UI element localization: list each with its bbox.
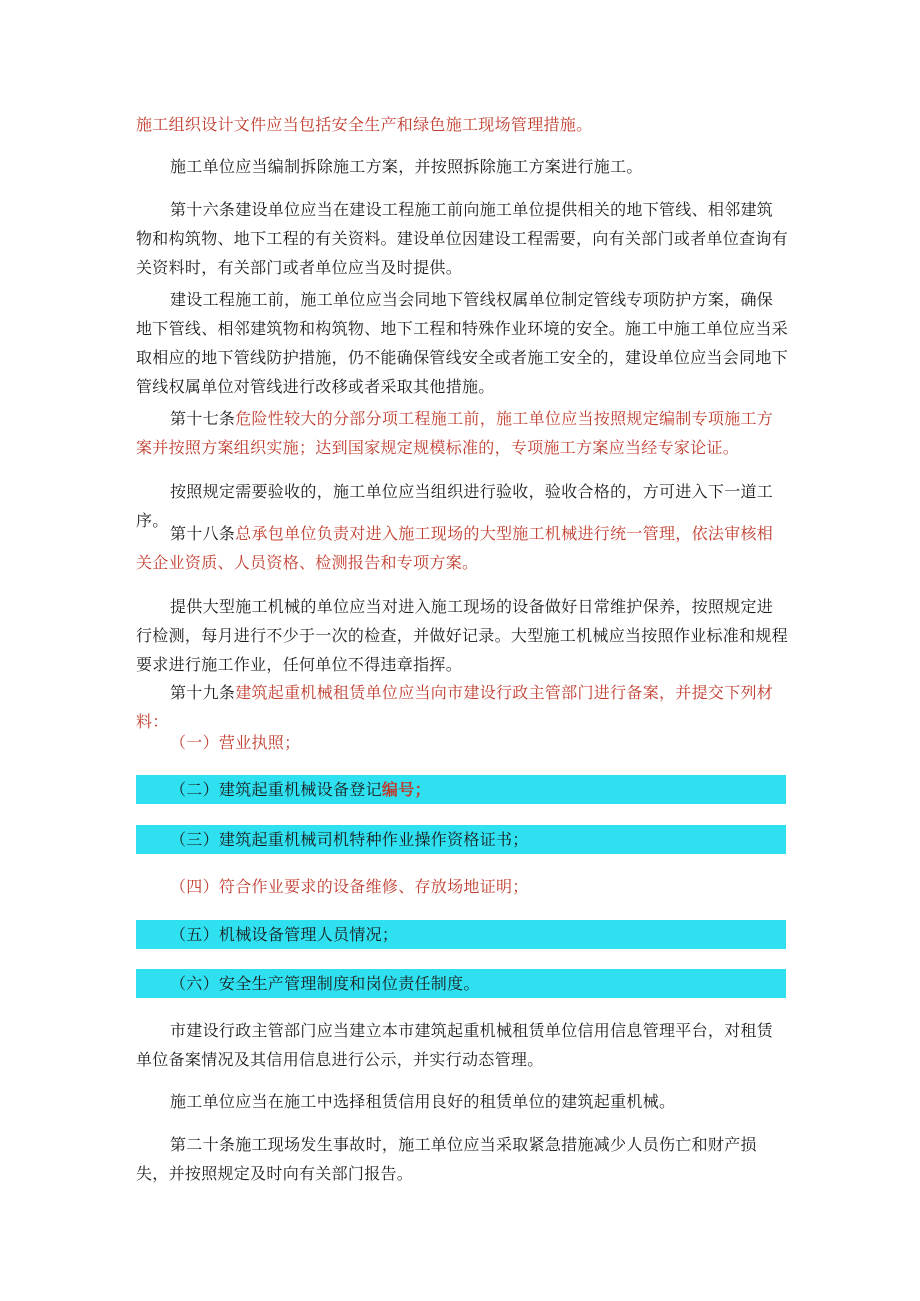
paragraph-credit-platform: 市建设行政主管部门应当建立本市建筑起重机械租赁单位信用信息管理平台，对租赁单位备案情况及其信用信息进行公示，并实行动态管理。: [136, 1021, 774, 1069]
article-17-body: 危险性较大的分部分项工程施工前，施工单位应当按照规定编制专项施工方案并按照方案组织实施；达到国家规定规模标准的，专项施工方案应当经专家论证。: [136, 409, 774, 457]
list-item-site-certificate: （四）符合作业要求的设备维修、存放场地证明；: [170, 877, 529, 896]
list-item-safety-system: （六）安全生产管理制度和岗位责任制度。: [170, 974, 480, 993]
paragraph-select-lessor: 施工单位应当在施工中选择租赁信用良好的租赁单位的建筑起重机械。: [170, 1092, 676, 1111]
article-19-body: 建筑起重机械租赁单位应当向市建设行政主管部门进行备案，并提交下列材料：: [136, 683, 774, 731]
article-17-lead: 第十七条: [170, 409, 236, 428]
paragraph-article-18: [136, 519, 788, 577]
article-18-lead: 第十八条: [170, 524, 236, 543]
list-item-business-license: （一）营业执照；: [170, 733, 301, 752]
paragraph-article-16: 第十六条建设单位应当在建设工程施工前向施工单位提供相关的地下管线、相邻建筑物和构筑物、地下工程的有关资料。建设单位因建设工程需要，向有关部门或者单位查询有关资料时，有关部门或者单位应当及时提供。: [136, 200, 789, 277]
paragraph-article-17: [136, 404, 788, 462]
list-item-registration: [170, 775, 431, 804]
paragraph-article-20: 第二十条施工现场发生事故时，施工单位应当采取紧急措施减少人员伤亡和财产损失，并按照规定及时向有关部门报告。: [136, 1135, 757, 1183]
paragraph-construction-plan: 施工组织设计文件应当包括安全生产和绿色施工现场管理措施。: [136, 115, 593, 134]
list-item-operator-certificate: （三）建筑起重机械司机特种作业操作资格证书；: [170, 830, 529, 849]
article-18-body: 总承包单位负责对进入施工现场的大型施工机械进行统一管理，依法审核相关企业资质、人员资格、检测报告和专项方案。: [136, 524, 774, 572]
article-19-lead: 第十九条: [170, 683, 236, 702]
paragraph-machinery-maintenance: 提供大型施工机械的单位应当对进入施工现场的设备做好日常维护保养，按照规定进行检测，每月进行不少于一次的检查，并做好记录。大型施工机械应当按照作业标准和规程要求进行施工作业，任何单位不得违章指挥。: [136, 597, 789, 674]
list-item-personnel: （五）机械设备管理人员情况；: [170, 925, 399, 944]
paragraph-acceptance: 按照规定需要验收的，施工单位应当组织进行验收，验收合格的，方可进入下一道工序。: [136, 482, 774, 530]
paragraph-pipeline-protection: 建设工程施工前，施工单位应当会同地下管线权属单位制定管线专项防护方案，确保地下管线、相邻建筑物和构筑物、地下工程和特殊作业环境的安全。施工中施工单位应当采取相应的地下管线防护措施，仍不能确保管线安全或者施工安全的，建设单位应当会同地下管线权属单位对管线进行改移或者采取其他措施。: [136, 290, 789, 396]
list-item-registration-text: （二）建筑起重机械设备登记: [170, 780, 382, 799]
paragraph-demolition: 施工单位应当编制拆除施工方案，并按照拆除施工方案进行施工。: [170, 157, 643, 176]
list-item-registration-bold: 编号；: [381, 780, 431, 799]
